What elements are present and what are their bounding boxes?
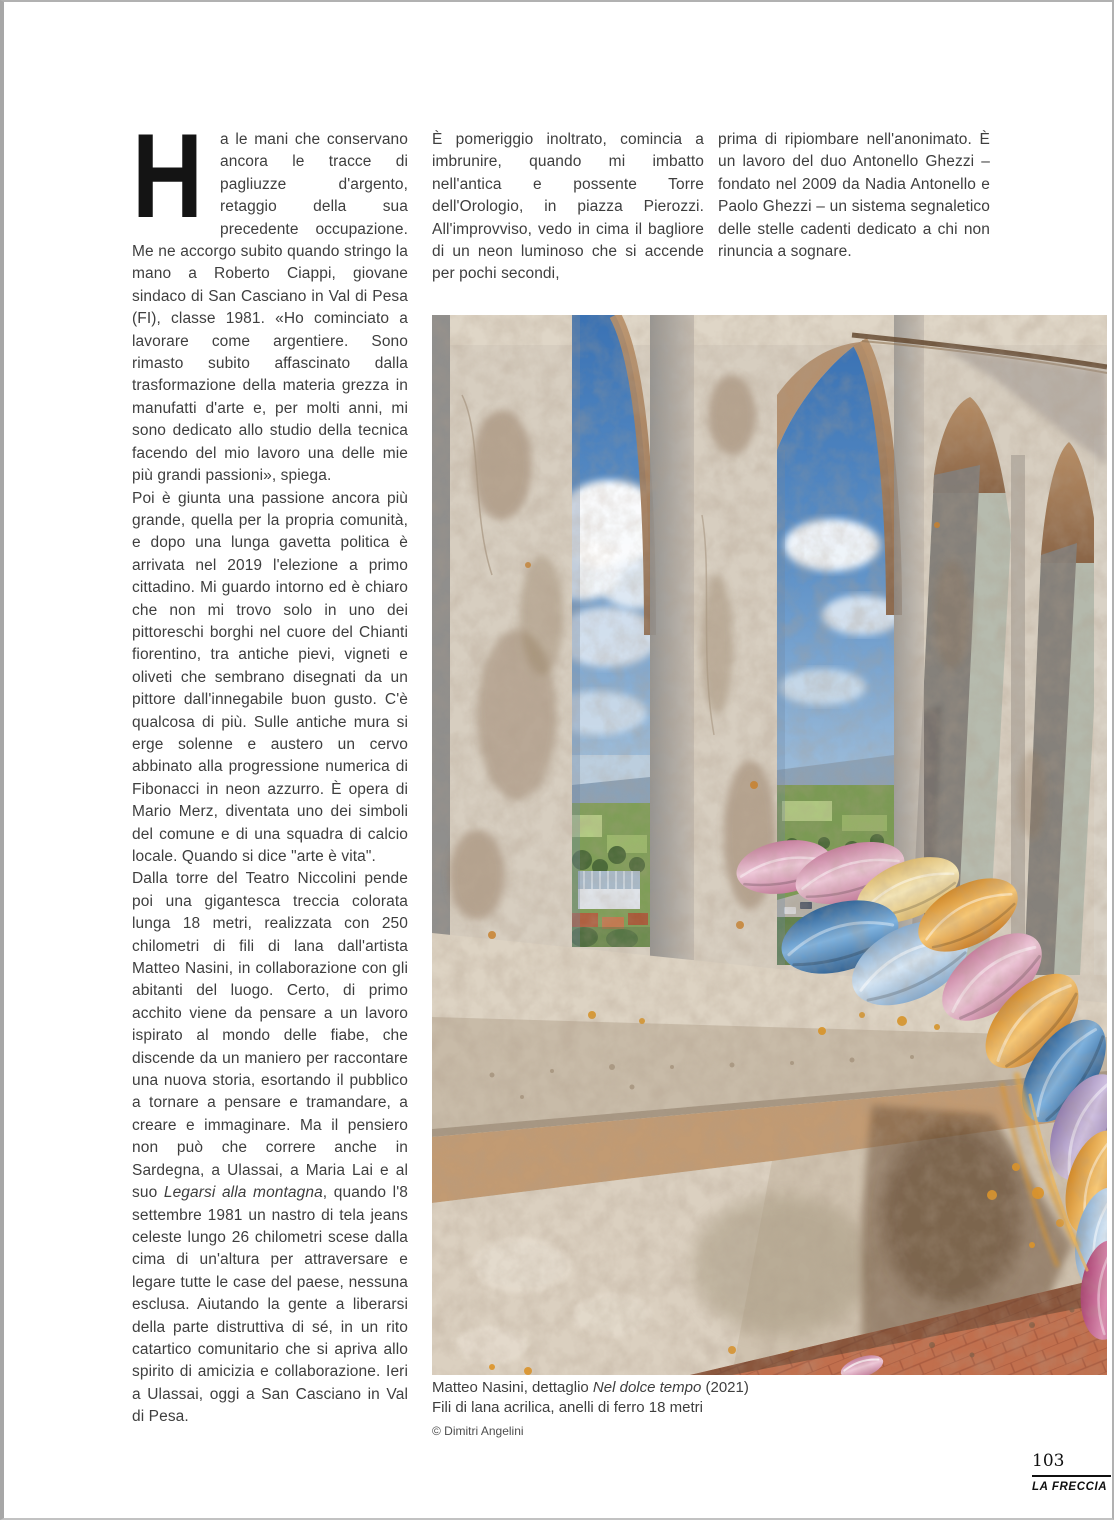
paragraph: Dalla torre del Teatro Niccolini pende poi una gigantesca treccia colorata lunga 18 metri, realizzata con 250 chilometri di fili di lana dall'artista Matteo Nasini, in collaborazione con gli abitanti del luogo. Certo, di primo acchito viene da pensare a un lavoro ispirato al mondo delle fiabe, che discende da un maniero per raccontare una nuova storia, esortando il pubblico a tornare a pensare e tramandare, a creare e immaginare. Ma il pensiero non può che correre anche in Sardegna, a Ulassai, a Maria Lai e al suo Legarsi alla montagna, quando l'8 settembre 1981 un nastro di tela jeans celeste lungo 26 chilometri scese dalla cima di un'altura per attraversare e legare tutte le case del paese, nessuna esclusa. Aiutando la gente a liberarsi della parte distruttiva di sé, in un rito catartico comunitario che si apriva allo spirito di amicizia e collaborazione. Ieri a Ulassai, oggi a San Casciano in Val di Pesa. [132,870,408,1426]
brand-logo: LA FRECCIA [1032,1481,1108,1493]
article-column-right [718,129,990,263]
photo-caption [432,1378,749,1441]
article-column-middle [432,129,704,286]
caption-line-1: Matteo Nasini, dettaglio Nel dolce tempo (2021) [432,1379,749,1396]
dropcap: H [132,109,204,243]
paragraph [132,109,408,488]
article-column-left [132,109,408,1429]
paragraph-text: a le mani che conservano ancora le tracce di pagliuzze d'argento, retaggio della sua precedente occupazione. Me ne accorgo subito quando stringo la mano a Roberto Ciappi, giovane sindaco di San Casciano in Val di Pesa (FI), classe 1981. «Ho cominciato a lavorare come argentiere. Sono rimasto subito affascinato dalla trasformazione della materia grezza in manufatti d'arte e, per molti anni, mi sono dedicato allo studio della tecnica facendo del mio lavoro una delle mie più grandi passioni», spiega. [132,131,408,485]
paragraph: prima di ripiombare nell'anonimato. È un lavoro del duo Antonello Ghezzi – fondato nel 2009 da Nadia Antonello e Paolo Ghezzi – un sistema segnaletico delle stelle cadenti dedicato a chi non rinuncia a sognare. [718,131,990,261]
caption-credit: © Dimitri Angelini [432,1424,524,1438]
article-photo [432,315,1107,1375]
paragraph: Poi è giunta una passione ancora più grande, quella per la propria comunità, e dopo una lunga gavetta politica è arrivata nel 2019 l'elezione a primo cittadino. Mi guardo intorno ed è chiaro che non mi trovo solo in uno dei pittoreschi borghi nel cuore del Chianti fiorentino, tra antiche pievi, vigneti e oliveti che sembrano disegnati da un pittore dall'innegabile buon gusto. C'è qualcosa di più. Sulle antiche mura si erge solenne e austero un cervo abbinato alla progressione numerica di Fibonacci in neon azzurro. È opera di Mario Merz, diventata uno dei simboli del comune e di una squadra di calcio locale. Quando si dice "arte è vita". [132,489,408,865]
page-number: 103 [1032,1451,1065,1471]
footer-rule [1032,1475,1111,1477]
page-footer [1032,1451,1111,1493]
article-photo-graphic [432,315,1107,1375]
caption-line-2: Fili di lana acrilica, anelli di ferro 18 metri [432,1399,703,1416]
photo-texture-overlay [432,315,1107,1375]
paragraph: È pomeriggio inoltrato, comincia a imbrunire, quando mi imbatto nell'antica e possente Torre dell'Orologio, in piazza Pierozzi. All'improvviso, vedo in cima il bagliore di un neon luminoso che si accende per pochi secondi, [432,131,704,283]
